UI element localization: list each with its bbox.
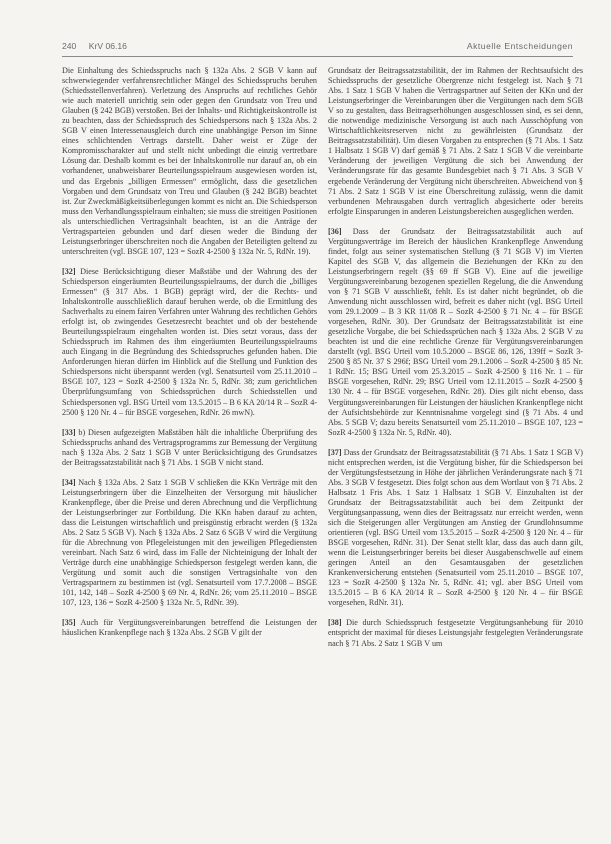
header-left bbox=[62, 41, 137, 51]
paragraph-number: [38] bbox=[328, 618, 342, 628]
paragraph-text: Die Einhaltung des Schiedsspruchs nach § 132a Abs. 2 SGB V kann auf schwerwiegender verfahrensrechtlicher Mängel des Schiedsspruchs beruhen (Schiedsstellenverfahren). Verletzung des Anspruchs auf rechtliches Gehör wie auch materiell unrichtig sein oder gegen den Grundsatz von Treu und Glauben (§ 242 BGB) verstoßen. Bei der Inhalts- und Richtigkeitskontrolle ist zu beachten, dass der Schiedsspruch des Schiedspersons nach § 132a Abs. 2 SGB V einen Interessenausgleich durch eine unabhängige Person im Sinne eines schlichtenden Vertrags darstellt. Daher weist er Züge der Kompromisscharakter auf und stellt nicht unbedingt die einzig vertretbare Lösung dar. Deshalb kommt es bei der Inhaltskontrolle nur darauf an, ob ein vorhandener, unabweisbarer Beurteilungsspielraum ausgewiesen worden ist, und das Ergebnis „billigen Ermessen“ ermöglicht, dass die gesetzlichen Vorgaben und dem Grundsatz von Treu und Glauben (§ 242 BGB) beachtet ist. Zur Zweckmäßigkeitsüberlegungen kommt es nicht an. Die Schiedsperson muss den Verhandlungsspielraum einhalten; sie muss die streitigen Positionen als unterschiedlichen Vertragsinhalt beachten, ist an die Anträge der Vertragsparteien gebunden und darf diesen weder die Bindung der Leistungserbringer überschreiten noch die Angaben der Beteiligten geltend zu unterschreiten (vgl. BSGE 107, 123 = SozR 4-2500 § 132a Nr. 5, RdNr. 19). bbox=[62, 66, 317, 256]
section-title: Aktuelle Entscheidungen bbox=[466, 41, 573, 51]
paragraph-text: Auch für Vergütungsvereinbarungen betreffend die Leistungen der häuslichen Krankenpflege nach § 132a Abs. 2 SGB V gilt der bbox=[62, 618, 317, 638]
journal-issue: KrV 06.16 bbox=[88, 41, 127, 51]
paragraph-number: [34] bbox=[62, 477, 76, 487]
paragraph-text: Diese Berücksichtigung dieser Maßstäbe und der Wahrung des der Schiedsperson eingeräumten Beurteilungsspielraums, der durch die „billiges Ermessen“ (§ 317 Abs. 1 BGB) geprägt wird, der die Rechts- und Inhaltskontrolle ausschließlich darauf beruhen werde, ob die Ermittlung des Sachverhalts zu einem fairen Verfahren unter Wahrung des rechtlichen Gehörs erfolgt ist, ob zwingendes Gesetzesrecht beachtet und ob der bestehende Beurteilungsspielraum eingehalten worden ist. Dies setzt voraus, dass der Schiedsspruch im Rahmen des ihm eingeräumten Beurteilungsspielraums auch Eingang in die Begründung des Schiedsspruches gefunden haben. Die Anforderungen hieran dürfen im Hinblick auf die Stellung und Funktion des Schiedspersons nicht überspannt werden (vgl. Senatsurteil vom 25.11.2010 – BSGE 107, 123 = SozR 4-2500 § 132a Nr. 5, RdNr. 38; zum gerichtlichen Überprüfungsumfang von Schiedssprüchen durch Schiedsstellen und Schiedspersonen vgl. BSG Urteil vom 13.5.2015 – B 6 KA 20/14 R – SozR 4-2500 § 120 Nr. 4 – für BSGE vorgesehen, RdNr. 26 mwN). bbox=[62, 266, 317, 417]
paragraph bbox=[328, 66, 583, 217]
header-rule bbox=[62, 56, 573, 57]
paragraph-37 bbox=[328, 448, 583, 609]
paragraph-36 bbox=[328, 227, 583, 438]
paragraph-text: b) Diesen aufgezeigten Maßstäben hält die inhaltliche Überprüfung des Schiedsspruchs anhand des Vertragsprogramms zur Bemessung der Vergütung nach § 132a Abs. 2 Satz 1 SGB V unter Berücksichtigung des Grundsatzes der Beitragssatzstabilität nach § 71 Abs. 1 SGB V nicht stand. bbox=[62, 427, 318, 467]
page-header bbox=[62, 41, 573, 55]
paragraph-32 bbox=[62, 267, 317, 418]
page-number: 240 bbox=[62, 41, 77, 51]
paragraph-38 bbox=[328, 618, 583, 648]
paragraph bbox=[62, 66, 317, 257]
paragraph-number: [37] bbox=[328, 447, 342, 457]
paragraph-34 bbox=[62, 478, 317, 609]
left-column bbox=[62, 66, 317, 648]
paragraph-35 bbox=[62, 618, 317, 638]
paragraph-text: Nach § 132a Abs. 2 Satz 1 SGB V schließen die KKn Verträge mit den Leistungserbringern über die Einzelheiten der Versorgung mit häuslicher Krankenpflege, über die Preise und deren Abrechnung und die Verpflichtung der Leistungserbringer zur Fortbildung. Die KKn haben darauf zu achten, dass die Leistungen wirtschaftlich und preisgünstig erbracht werden (§ 132a Abs. 2 Satz 5 SGB V). Nach § 132a Abs. 2 Satz 6 SGB V wird die Vergütung für die Abrechnung von Pflegeleistungen mit den jeweiligen Pflegediensten vereinbart. Nach Satz 6 wird, dass im Falle der Nichteinigung der Inhalt der Verträge durch eine unabhängige Schiedsperson festgelegt werden kann, die Vergütung und somit auch die sonstigen Vertragsinhalte von den Vertragspartnern zu bestimmen ist (vgl. Senatsurteil vom 17.7.2008 – BSGE 101, 142, 148 – SozR 4-2500 § 69 Nr. 4, RdNr. 26; vom 25.11.2010 – BSGE 107, 123, 136 = SozR 4-2500 § 132a Nr. 5, RdNr. 39). bbox=[62, 477, 318, 608]
paragraph-number: [36] bbox=[328, 226, 342, 236]
paragraph-number: [32] bbox=[62, 266, 76, 276]
right-column bbox=[328, 66, 583, 659]
paragraph-text: Grundsatz der Beitragssatzstabilität, der im Rahmen der Rechtsaufsicht des Schiedsspruchs der gesetzliche Obergrenze nicht festgelegt ist. Nach § 71 Abs. 1 Satz 1 SGB V haben die Vertragspartner auf Seiten der KKn und der Leistungserbringer die Vereinbarungen über die Vergütungen nach dem SGB V so zu gestalten, dass Beitragserhöhungen ausgeschlossen sind, es sei denn, die notwendige medizinische Versorgung ist auch nach Ausschöpfung von Wirtschaftlichkeitsreserven nicht zu gewährleisten (Grundsatz der Beitragssatzstabilität). Um diesen Vorgaben zu entsprechen (§ 71 Abs. 1 Satz 1 Halbsatz 1 SGB V) darf gemäß § 71 Abs. 2 Satz 1 SGB V die vereinbarte Veränderung der jeweiligen Vergütung die sich bei Anwendung der Veränderungsrate für das gesamte Bundesgebiet nach § 71 Abs. 3 SGB V ergebende Veränderung der Vergütung nicht überschreiten. Abweichend von § 71 Abs. 2 Satz 1 SGB V ist eine Überschreitung zulässig, wenn die damit verbundenen Mehrausgaben durch vertraglich abgesicherte oder bereits erfolgte Einsparungen in anderen Leistungsbereichen ausgeglichen werden. bbox=[328, 66, 583, 216]
paragraph-33 bbox=[62, 428, 317, 468]
paragraph-text: Dass der Grundsatz der Beitragssatzstabilität auch auf Vergütungsverträge im Bereich der häuslichen Krankenpflege Anwendung findet, folgt aus seiner systematischen Stellung (§ 71 SGB V) im Vierten Kapitel des SGB V, das allgemein die Beziehungen der KKn zu den Leistungserbringern regelt (§§ 69 ff SGB V). Eine auf die jeweilige Vergütungsvereinbarung bezogenen speziellen Regelung, die die Anwendung von § 71 SGB V ausschließt, fehlt. Es ist daher nicht begründet, ob die Anwendung nicht ausschlossen wird, befreit es daher nicht (vgl. BSG Urteil vom 29.1.2009 – B 3 KR 11/08 R – SozR 4-2500 § 71 Nr. 4 – für BSGE vorgesehen, RdNr. 30). Der Grundsatz der Beitragssatzstabilität ist eine gesetzliche Vorgabe, die bei Schiedssprüchen nach § 132a Abs. 2 SGB V zu beachten ist und die eine rechtliche Grenze für Vergütungsvereinbarungen darstellt (vgl. BSG Urteil vom 10.5.2000 – BSGE 86, 126, 139ff = SozR 3-2500 § 85 Nr. 37 S 296f; BSG Urteil vom 29.1.2006 – SozR 4-2500 § 85 Nr. 1 RdNr. 15; BSG Urteil vom 25.3.2015 – SozR 4-2500 § 116 Nr. 1 – für BSGE vorgesehen, RdNr. 29; BSG Urteil vom 12.11.2015 – SozR 4-2500 § 130 Nr. 4 – für BSGE vorgesehen, RdNr. 28). Dies gilt nicht ebenso, dass Vergütungsvereinbarungen für Leistungen der häuslichen Krankenpflege nicht der Aufsichtsbehörde zur Kenntnisnahme vorgelegt sind (§ 71 Abs. 4 und Abs. 5 SGB V; dazu bereits Senatsurteil vom 25.11.2010 – BSGE 107, 123 = SozR 4-2500 § 132a Nr. 5, RdNr. 40). bbox=[328, 226, 584, 437]
paragraph-number: [35] bbox=[62, 618, 76, 628]
paragraph-text: Die durch Schiedsspruch festgesetzte Vergütungsanhebung für 2010 entspricht der maximal für dieses Leistungsjahr festgelegten Veränderungsrate nach § 71 Abs. 2 Satz 1 SGB V um bbox=[328, 618, 583, 648]
paragraph-number: [33] bbox=[62, 427, 76, 437]
paragraph-text: Dass der Grundsatz der Beitragssatzstabilität (§ 71 Abs. 1 Satz 1 SGB V) nicht entsprechen werden, ist die Vergütung bisher, für die Schiedsperson bei der Vergütungsfestsetzung in Höhe der jährlichen Veränderungsrate nach § 71 Abs. 3 SGB V festgesetzt. Dies folgt schon aus dem Wortlaut von § 71 Abs. 2 Halbsatz 1 Fris Abs. 1 Satz 1 Halbsatz 1 SGB V. Einzuhalten ist der Grundsatz der Beitragssatzstabilität auch bei dem Zeitpunkt der Vergütungsanpassung, wenn dies der Beitragssatz nur erreicht werden, wenn sich die Steigerungen aller Vergütungen am Anstieg der Grundlohnsumme orientieren (vgl. BSG Urteil vom 13.5.2015 – SozR 4-2500 § 120 Nr. 4 – für BSGE vorgesehen, RdNr. 31). Der Senat stellt klar, dass das auch dann gilt, wenn die Leistungserbringer bereits bei dieser Ausgabenschwelle auf einem geringen Anteil an den Gesamtausgaben der gesetzlichen Krankenversicherung entstehen (Senatsurteil vom 25.11.2010 – BSGE 107, 123 = SozR 4-2500 § 132a Nr. 5, RdNr. 41; vgl. aber BSG Urteil vom 13.5.2015 – B 6 KA 20/14 R – SozR 4-2500 § 120 Nr. 4 – für BSGE vorgesehen, RdNr. 31). bbox=[328, 447, 584, 608]
